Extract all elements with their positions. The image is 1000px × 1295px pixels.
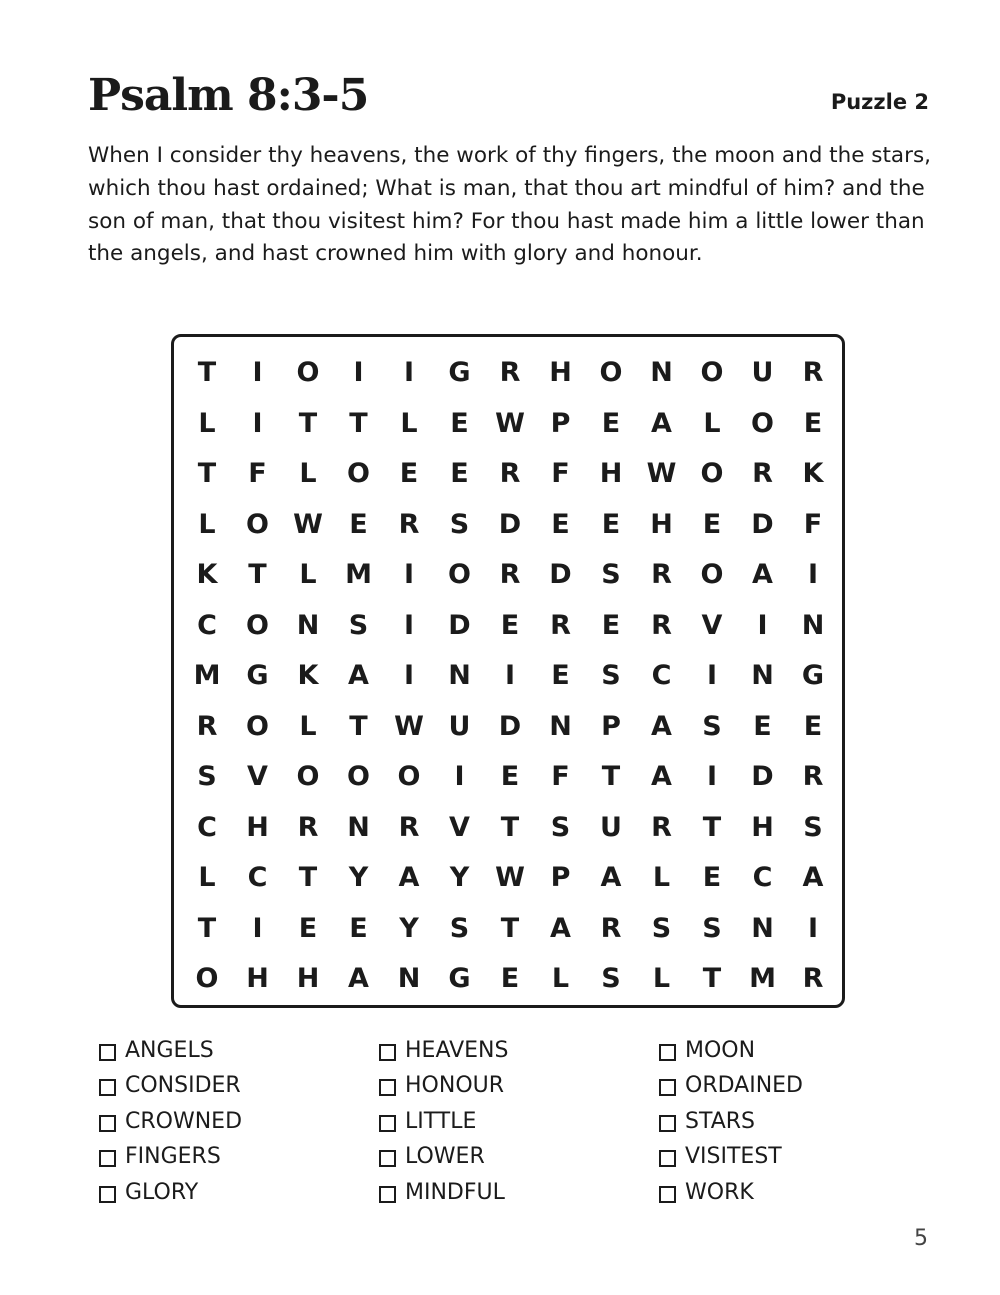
grid-cell[interactable]: T [349, 407, 368, 439]
grid-cell[interactable]: G [801, 660, 825, 691]
grid-cell[interactable]: R [802, 963, 824, 994]
word-list-item [99, 1175, 242, 1211]
grid-cell[interactable]: N [650, 357, 673, 388]
grid-cell[interactable]: L [400, 407, 418, 439]
grid-cell[interactable]: O [246, 710, 269, 742]
grid-cell[interactable]: T [197, 357, 217, 388]
grid-cell[interactable]: T [702, 963, 722, 994]
word-list-item [99, 1104, 242, 1140]
grid-cell[interactable]: A [550, 912, 571, 944]
grid-cell[interactable]: G [448, 357, 471, 388]
grid-cell[interactable]: L [652, 963, 671, 994]
word-list-item [659, 1175, 803, 1211]
checkbox[interactable] [379, 1186, 396, 1203]
checkbox[interactable] [99, 1186, 116, 1203]
word-list-column-3 [659, 1033, 803, 1211]
grid-cell[interactable]: O [700, 559, 724, 590]
grid-cell[interactable]: A [651, 407, 672, 439]
grid-cell[interactable]: P [601, 710, 621, 742]
grid-cell[interactable]: T [601, 761, 621, 792]
grid-cell[interactable]: N [296, 609, 320, 641]
grid-cell[interactable]: E [601, 508, 621, 540]
grid-cell[interactable]: A [651, 761, 672, 792]
grid-cell[interactable]: R [297, 811, 319, 843]
page-title: Psalm 8:3-5 [88, 70, 369, 121]
grid-cell[interactable]: N [549, 710, 572, 742]
grid-cell[interactable]: R [550, 609, 571, 641]
grid-cell[interactable]: C [197, 811, 217, 843]
grid-cell[interactable]: O [397, 761, 421, 792]
grid-cell[interactable]: E [450, 407, 469, 439]
grid-cell[interactable]: N [801, 609, 825, 641]
grid-cell[interactable]: E [399, 458, 419, 489]
grid-cell[interactable]: O [246, 508, 269, 540]
grid-cell[interactable]: R [651, 559, 672, 590]
grid-cell[interactable]: I [353, 357, 364, 388]
grid-cell[interactable]: R [802, 357, 824, 388]
grid-cell[interactable]: E [500, 609, 520, 641]
word-list-item [99, 1069, 242, 1105]
grid-cell[interactable]: T [500, 912, 520, 944]
grid-cell[interactable]: N [751, 912, 774, 944]
grid-cell[interactable]: C [197, 609, 217, 641]
grid-cell[interactable]: A [600, 862, 622, 893]
grid-cell[interactable]: W [394, 710, 424, 742]
word-list-item [659, 1104, 803, 1140]
grid-cell[interactable]: F [803, 508, 823, 540]
grid-cell[interactable]: W [646, 458, 677, 489]
grid-cell[interactable]: I [706, 761, 718, 792]
grid-cell[interactable]: A [348, 963, 369, 994]
grid-cell[interactable]: E [500, 761, 520, 792]
grid-cell[interactable]: R [752, 458, 773, 489]
grid-cell[interactable]: T [197, 912, 217, 944]
grid-cell[interactable]: I [807, 559, 819, 590]
grid-cell[interactable]: R [398, 508, 420, 540]
grid-cell[interactable]: T [349, 710, 368, 742]
grid-cell[interactable]: O [195, 963, 219, 994]
grid-cell[interactable]: E [349, 508, 368, 540]
word-list-item [99, 1033, 242, 1069]
word-list-column-1 [99, 1033, 242, 1211]
grid-cell[interactable]: P [550, 862, 571, 893]
grid-cell[interactable]: K [196, 559, 218, 590]
word-list-item [659, 1033, 803, 1069]
grid-cell[interactable]: N [397, 963, 421, 994]
grid-cell[interactable]: T [298, 862, 318, 893]
grid-cell[interactable]: S [702, 912, 722, 944]
grid-cell[interactable]: U [448, 710, 471, 742]
grid-cell[interactable]: E [551, 660, 570, 691]
grid-cell[interactable]: D [448, 609, 471, 641]
checkbox[interactable] [659, 1079, 676, 1096]
grid-cell[interactable]: I [757, 609, 768, 641]
grid-cell[interactable]: O [347, 761, 370, 792]
word-label: HONOUR [405, 1073, 505, 1099]
grid-cell[interactable]: N [751, 660, 774, 691]
grid-cell[interactable]: P [550, 407, 571, 439]
grid-cell[interactable]: G [448, 963, 471, 994]
puzzle-label: Puzzle 2 [830, 90, 929, 114]
grid-cell[interactable]: R [651, 811, 672, 843]
grid-cell[interactable]: D [751, 761, 774, 792]
grid-cell[interactable]: H [599, 458, 623, 489]
checkbox[interactable] [99, 1044, 116, 1061]
grid-cell[interactable]: M [749, 963, 776, 994]
verse-text: When I consider thy heavens, the work of thy fingers, the moon and the stars, which thou hast ordained; What is man, that thou art mindful of him? and the son of man, that thou visitest him? For thou hast made him a little lower than the angels, and hast crowned him with glory and honour. [88, 143, 931, 267]
grid-cell[interactable]: L [551, 963, 570, 994]
grid-cell[interactable]: H [246, 963, 269, 994]
grid-cell[interactable]: L [299, 559, 317, 590]
grid-cell[interactable]: H [296, 963, 320, 994]
word-label: ANGELS [125, 1037, 214, 1063]
word-label: WORK [685, 1179, 754, 1205]
grid-cell[interactable]: W [495, 862, 525, 893]
grid-cell[interactable]: R [600, 912, 622, 944]
grid-cell[interactable]: S [702, 710, 722, 742]
word-label: CROWNED [125, 1108, 243, 1134]
grid-cell[interactable]: W [495, 407, 525, 439]
word-label: CONSIDER [125, 1073, 241, 1099]
grid-cell[interactable]: R [499, 559, 521, 590]
word-label: ORDAINED [685, 1073, 803, 1099]
grid-cell[interactable]: I [252, 357, 263, 388]
grid-cell[interactable]: E [500, 963, 520, 994]
word-search-grid [171, 334, 845, 1008]
grid-cell[interactable]: T [500, 811, 520, 843]
word-label: HEAVENS [405, 1037, 509, 1063]
grid-cell[interactable]: C [752, 862, 773, 893]
grid-cell[interactable]: R [499, 458, 521, 489]
word-list-item [99, 1140, 242, 1176]
grid-cell[interactable]: U [600, 811, 622, 843]
grid-cell[interactable]: U [751, 357, 774, 388]
grid-cell[interactable]: L [198, 508, 216, 540]
grid-cell[interactable]: A [752, 559, 773, 590]
grid-cell[interactable]: E [601, 609, 621, 641]
grid-cell[interactable]: I [807, 912, 819, 944]
grid-cell[interactable]: E [803, 407, 823, 439]
checkbox[interactable] [379, 1115, 396, 1132]
grid-cell[interactable]: N [448, 660, 471, 691]
checkbox[interactable] [659, 1186, 676, 1203]
checkbox[interactable] [659, 1115, 676, 1132]
grid-cell[interactable]: Y [449, 862, 470, 893]
grid-cell[interactable]: S [550, 811, 571, 843]
word-label: LOWER [405, 1144, 485, 1170]
grid-cell[interactable]: W [293, 508, 323, 540]
grid-cell[interactable]: O [599, 357, 623, 388]
checkbox[interactable] [659, 1150, 676, 1167]
grid-cell[interactable]: V [449, 811, 470, 843]
word-label: MINDFUL [405, 1179, 505, 1205]
grid-cell[interactable]: S [803, 811, 823, 843]
grid-cell[interactable]: O [296, 357, 320, 388]
word-label: VISITEST [685, 1144, 782, 1170]
word-list-item [379, 1104, 508, 1140]
grid-cell[interactable]: I [403, 660, 415, 691]
grid-cell[interactable]: E [803, 710, 823, 742]
grid-cell[interactable]: E [349, 912, 368, 944]
grid-cell[interactable]: S [449, 508, 470, 540]
word-list-item [659, 1140, 803, 1176]
grid-cell[interactable]: R [398, 811, 420, 843]
grid-cell[interactable]: D [498, 508, 522, 540]
word-label: GLORY [125, 1179, 199, 1205]
word-label: FINGERS [125, 1144, 221, 1170]
grid-cell[interactable]: E [551, 508, 570, 540]
grid-cell[interactable]: V [247, 761, 268, 792]
grid-cell[interactable]: A [802, 862, 824, 893]
grid-cell[interactable]: O [246, 609, 269, 641]
grid-cell[interactable]: O [751, 407, 774, 439]
grid-cell[interactable]: T [298, 407, 318, 439]
grid-cell[interactable]: A [398, 862, 420, 893]
grid-cell[interactable]: A [348, 660, 369, 691]
grid-cell[interactable]: S [348, 609, 369, 641]
grid-cell[interactable]: E [450, 458, 469, 489]
grid-cell[interactable]: I [706, 660, 718, 691]
grid-cell[interactable]: F [248, 458, 267, 489]
grid-cell[interactable]: L [703, 407, 721, 439]
checkbox[interactable] [99, 1079, 116, 1096]
grid-cell[interactable]: H [751, 811, 774, 843]
grid-cell[interactable]: L [299, 458, 317, 489]
word-list-item [379, 1069, 508, 1105]
checkbox[interactable] [379, 1079, 396, 1096]
grid-cell[interactable]: T [248, 559, 267, 590]
word-label: LITTLE [405, 1108, 477, 1134]
grid-cell[interactable]: H [549, 357, 572, 388]
grid-cell[interactable]: L [652, 862, 671, 893]
grid-cell[interactable]: S [197, 761, 217, 792]
grid-cell[interactable]: C [651, 660, 672, 691]
grid-cell[interactable]: K [802, 458, 824, 489]
checkbox[interactable] [379, 1044, 396, 1061]
grid-cell[interactable]: R [499, 357, 521, 388]
grid-cell[interactable]: T [197, 458, 217, 489]
grid-cell[interactable]: A [651, 710, 672, 742]
grid-cell[interactable]: M [193, 660, 221, 691]
grid-cell[interactable]: D [751, 508, 774, 540]
word-label: STARS [685, 1108, 755, 1134]
grid-cell[interactable]: O [448, 559, 471, 590]
grid-cell[interactable]: I [454, 761, 465, 792]
checkbox[interactable] [379, 1150, 396, 1167]
grid-cell[interactable]: N [347, 811, 370, 843]
grid-cell[interactable]: E [601, 407, 621, 439]
grid-cell[interactable]: H [246, 811, 269, 843]
grid-cell[interactable]: I [504, 660, 516, 691]
word-list-item [379, 1175, 508, 1211]
grid-cell[interactable]: S [651, 912, 672, 944]
grid-cell[interactable]: T [702, 811, 722, 843]
checkbox[interactable] [659, 1044, 676, 1061]
grid-cell[interactable]: I [403, 609, 415, 641]
word-list-item [379, 1033, 508, 1069]
grid-cell[interactable]: I [403, 559, 415, 590]
grid-cell[interactable]: V [701, 609, 723, 641]
grid-cell[interactable]: E [753, 710, 772, 742]
grid-cell[interactable]: D [498, 710, 522, 742]
grid-cell[interactable]: O [296, 761, 320, 792]
grid-cell[interactable]: I [252, 912, 263, 944]
grid-cell[interactable]: O [700, 458, 724, 489]
grid-cell[interactable]: I [403, 357, 415, 388]
grid-cell[interactable]: F [551, 761, 570, 792]
grid-cell[interactable]: Y [399, 912, 419, 944]
grid-cell[interactable]: L [299, 710, 317, 742]
grid-cell[interactable]: E [298, 912, 318, 944]
grid-cell[interactable]: K [297, 660, 319, 691]
grid-cell[interactable]: C [247, 862, 268, 893]
checkbox[interactable] [99, 1150, 116, 1167]
word-list-item [379, 1140, 508, 1176]
grid-cell[interactable]: G [246, 660, 269, 691]
grid-cell[interactable]: O [700, 357, 724, 388]
grid-cell[interactable]: F [551, 458, 570, 489]
grid-cell[interactable]: S [601, 963, 621, 994]
grid-cell[interactable]: E [702, 862, 722, 893]
grid-cell[interactable]: E [702, 508, 722, 540]
page-number: 5 [914, 1226, 928, 1251]
grid-cell[interactable]: S [601, 559, 621, 590]
grid-cell[interactable]: S [449, 912, 470, 944]
grid-cell[interactable]: R [196, 710, 218, 742]
checkbox[interactable] [99, 1115, 116, 1132]
grid-cell[interactable]: Y [348, 862, 369, 893]
grid-cell[interactable]: L [198, 407, 216, 439]
grid-cell[interactable]: L [198, 862, 216, 893]
word-label: MOON [685, 1037, 756, 1063]
grid-cell[interactable]: R [802, 761, 824, 792]
grid-cell[interactable]: R [651, 609, 672, 641]
word-list-item [659, 1069, 803, 1105]
grid-cell[interactable]: M [345, 559, 372, 590]
grid-cell[interactable]: O [347, 458, 370, 489]
grid-cell[interactable]: S [601, 660, 621, 691]
word-list-column-2 [379, 1033, 508, 1211]
grid-cell[interactable]: H [650, 508, 673, 540]
grid-cell[interactable]: I [252, 407, 263, 439]
grid-cell[interactable]: D [549, 559, 572, 590]
